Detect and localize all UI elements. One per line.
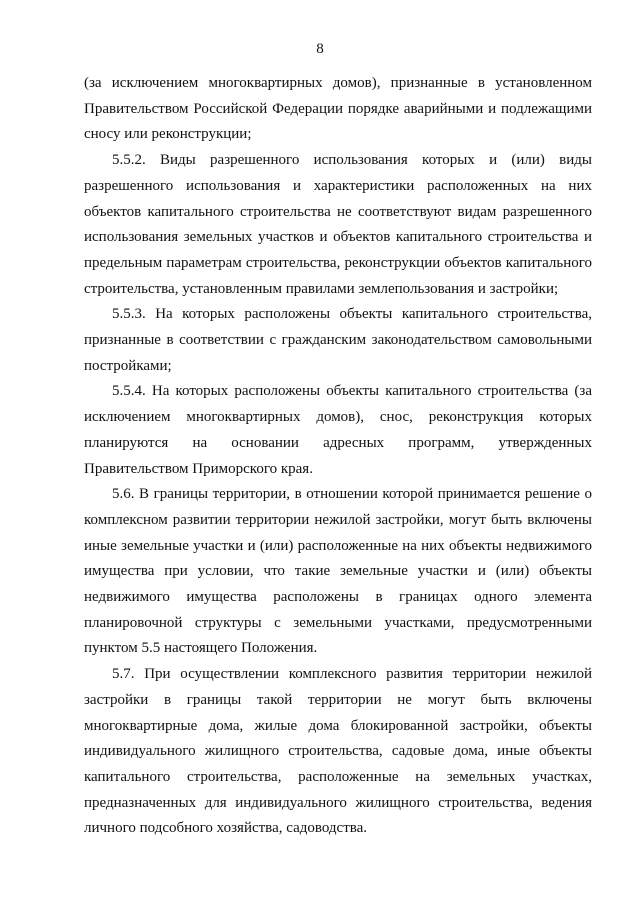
paragraph-5-5-3: 5.5.3. На которых расположены объекты капитального строительства, признанные в соответствии с гражданским законодательством самовольными постройками; — [84, 306, 592, 374]
paragraph-5-6: 5.6. В границы территории, в отношении которой принимается решение о комплексном развитии территории нежилой застройки, могут быть включены иные земельные участки и (или) расположенные на них объекты недвижимого имущества при условии, что такие земельные участки и (или) объекты недвижимого имущества расположены в границах одного элемента планировочной структуры с земельными участками, предусмотренными пунктом 5.5 настоящего Положения. — [84, 486, 592, 657]
paragraph-5-5-4: 5.5.4. На которых расположены объекты капитального строительства (за исключением многоквартирных домов), снос, реконструкция которых планируются на основании адресных программ, утвержденных Правительством Приморского края. — [84, 383, 592, 477]
paragraph-5-5-2: 5.5.2. Виды разрешенного использования которых и (или) виды разрешенного использования и характеристики расположенных на них объектов капитального строительства не соответствуют видам разрешенного использования земельных участков и объектов капитального строительства и предельным параметрам строительства, реконструкции объектов капитального строительства, установленным правилами землепользования и застройки; — [84, 152, 592, 297]
paragraph-5-7: 5.7. При осуществлении комплексного развития территории нежилой застройки в границы такой территории не могут быть включены многоквартирные дома, жилые дома блокированной застройки, объекты индивидуального жилищного строительства, садовые дома, иные объекты капитального строительства, расположенные на земельных участках, предназначенных для индивидуального жилищного строительства, ведения личного подсобного хозяйства, садоводства. — [84, 666, 592, 837]
document-body — [84, 71, 592, 842]
page-number: 8 — [316, 41, 324, 57]
paragraph-continuation: (за исключением многоквартирных домов), признанные в установленном Правительством Российской Федерации порядке аварийными и подлежащими сносу или реконструкции; — [84, 75, 592, 143]
